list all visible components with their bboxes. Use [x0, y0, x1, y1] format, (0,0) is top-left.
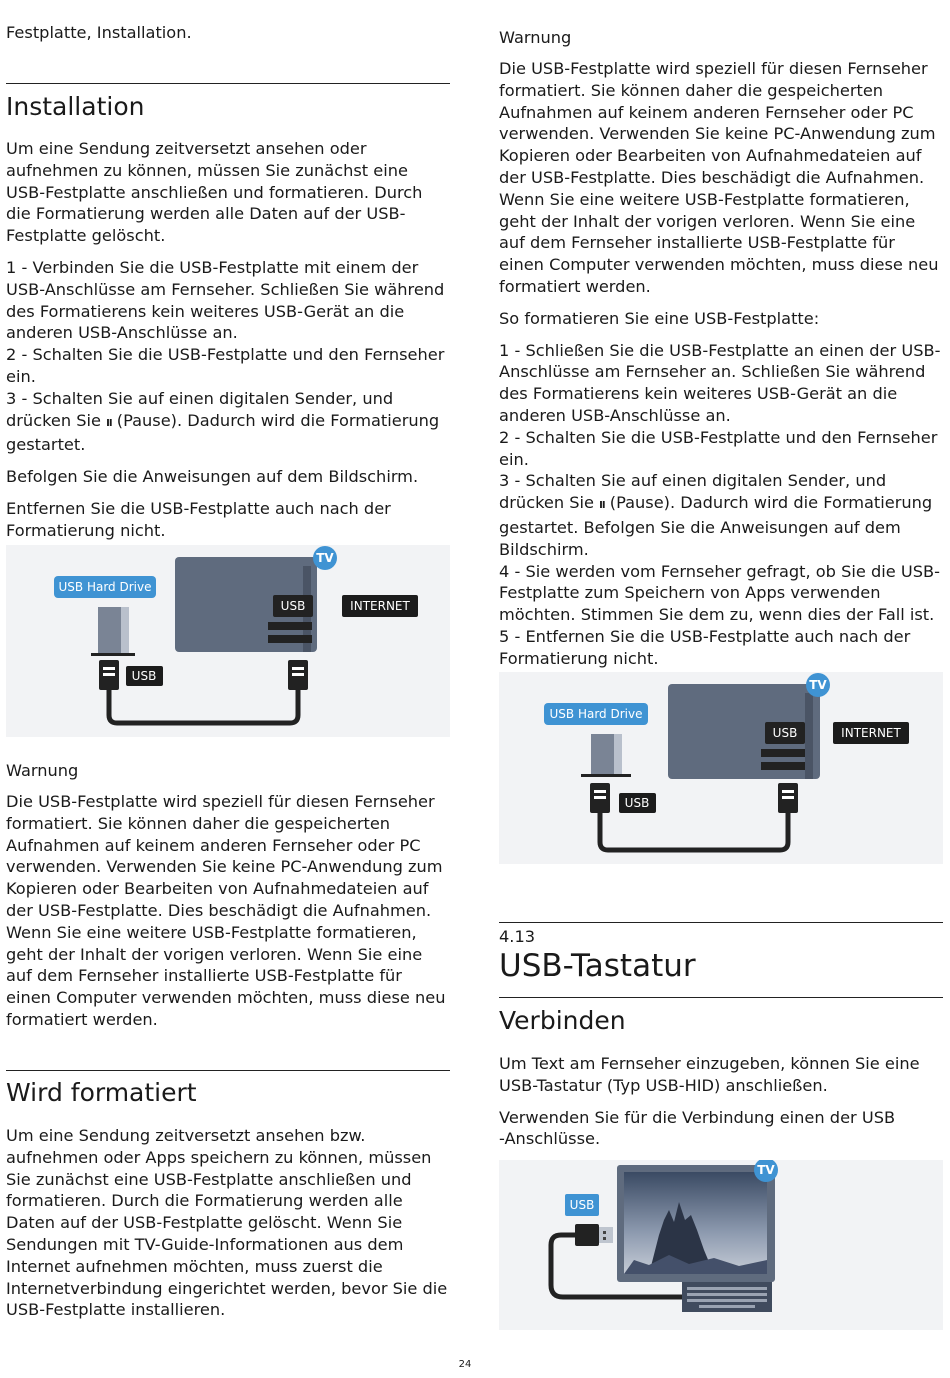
- format-step-5: 5 - Entfernen Sie die USB-Festplatte auch nach der Formatierung nicht.: [499, 626, 911, 668]
- connect-text-2: Verwenden Sie für die Verbindung einen der USB -Anschlüsse.: [499, 1107, 896, 1149]
- warning-title: Warnung: [499, 28, 572, 47]
- warning-text: Die USB-Festplatte wird speziell für diesen Fernseher formatiert. Sie können daher die gespeicherten Aufnahmen auf keinem anderen Fernseher oder PC verwenden. Verwenden Sie keine PC-Anwendung zum Kopieren oder Bearbeiten von Aufnahmedateien auf der USB-Festplatte. Dies beschädigt die Aufnahmen. Wenn Sie eine weitere USB-Festplatte formatieren, geht der Inhalt der vorigen verloren. Wenn Sie eine auf dem Fernseher installierte USB-Festplatte für einen Computer verwenden möchten, muss diese neu formatiert werden.: [6, 792, 446, 1029]
- cable-usb-label: USB: [624, 796, 650, 810]
- pause-icon: II: [599, 500, 605, 512]
- section-divider: [6, 1070, 450, 1071]
- usb-plug-icon: [575, 1224, 599, 1246]
- chapter-divider: [499, 922, 943, 923]
- tv-badge: TV: [757, 1163, 775, 1177]
- format-step-3: 3 - Schalten Sie auf einen digitalen Sender, und drücken Sie II (Pause). Dadurch wird die Formatierung gestartet. Befolgen Sie die Anweisungen auf dem Bildschirm.: [499, 471, 933, 559]
- usb-port-label: USB: [772, 726, 798, 740]
- tv-badge: TV: [316, 551, 334, 565]
- warning-title: Warnung: [6, 761, 79, 780]
- connect-text-1: Um Text am Fernseher einzugeben, können Sie eine USB-Tastatur (Typ USB-HID) anschließen.: [499, 1054, 920, 1095]
- installation-step-2: 2 - Schalten Sie die USB-Festplatte und den Fernseher ein.: [6, 345, 445, 386]
- cable-usb-label: USB: [131, 669, 157, 683]
- internet-label: INTERNET: [841, 726, 901, 740]
- format-body: [499, 58, 944, 670]
- installation-step-1: 1 - Verbinden Sie die USB-Festplatte mit einem der USB-Anschlüsse am Fernseher. Schließen Sie während des Formatierens kein weiteres USB-Gerät an die anderen USB-Anschlüsse an.: [6, 257, 445, 343]
- section-heading-connect: Verbinden: [499, 1006, 626, 1035]
- usb-keyboard-diagram: [499, 1160, 943, 1330]
- section-divider: [6, 83, 450, 84]
- hard-drive-label: USB Hard Drive: [58, 580, 152, 594]
- installation-body: [6, 138, 451, 542]
- internet-label: INTERNET: [350, 599, 410, 613]
- section-divider: [499, 997, 943, 998]
- usb-port-label: USB: [280, 599, 306, 613]
- usb-hard-drive-diagram: [499, 672, 943, 864]
- format-step-2: 2 - Schalten Sie die USB-Festplatte und den Fernseher ein.: [499, 427, 938, 469]
- format-step-4: 4 - Sie werden vom Fernseher gefragt, ob Sie die USB-Festplatte zum Speichern von Apps verwenden möchten. Stimmen Sie dem zu, wenn dies der Fall ist.: [499, 561, 940, 625]
- page-number: 24: [458, 1359, 472, 1370]
- format-step-1: 1 - Schließen Sie die USB-Festplatte an einen der USB-Anschlüsse am Fernseher an. Schließen Sie während des Formatierens kein weiteres USB-Gerät an die anderen USB-Anschlüsse an.: [499, 340, 941, 425]
- how-to-format: So formatieren Sie eine USB-Festplatte:: [499, 308, 820, 328]
- chapter-title: USB-Tastatur: [499, 948, 696, 984]
- usb-label: USB: [569, 1198, 595, 1212]
- formatted-text: Um eine Sendung zeitversetzt ansehen bzw. aufnehmen oder Apps speichern zu können, müssen Sie zunächst eine USB-Festplatte anschließen und formatieren. Durch die Formatierung werden alle Daten auf der USB-Festplatte gelöscht. Wenn Sie Sendungen mit TV-Guide-Informationen aus dem Internet aufnehmen möchten, muss zuerst die Internetverbindung eingerichtet werden, bevor Sie die USB-Festplatte installieren.: [6, 1126, 448, 1320]
- intro-text: Festplatte, Installation.: [6, 23, 192, 42]
- section-heading-installation: Installation: [6, 92, 145, 121]
- pause-icon: II: [106, 417, 112, 429]
- installation-intro: Um eine Sendung zeitversetzt ansehen oder aufnehmen zu können, müssen Sie zunächst eine USB-Festplatte anschließen und formatieren. Durch die Formatierung werden alle Daten auf der USB-Festplatte gelöscht.: [6, 139, 423, 246]
- section-heading-formatted: Wird formatiert: [6, 1078, 197, 1107]
- installation-remove: Entfernen Sie die USB-Festplatte auch nach der Formatierung nicht.: [6, 498, 391, 540]
- usb-hard-drive-diagram: [6, 545, 450, 737]
- tv-badge: TV: [809, 678, 827, 692]
- hard-drive-label: USB Hard Drive: [549, 707, 643, 721]
- connect-body: [499, 1053, 944, 1150]
- installation-follow: Befolgen Sie die Anweisungen auf dem Bildschirm.: [6, 467, 419, 487]
- chapter-number: 4.13: [499, 927, 536, 946]
- installation-step-3: 3 - Schalten Sie auf einen digitalen Sender, und drücken Sie II (Pause). Dadurch wird die Formatierung gestartet.: [6, 388, 440, 455]
- warning-text: Die USB-Festplatte wird speziell für diesen Fernseher formatiert. Sie können daher die gespeicherten Aufnahmen auf keinem anderen Fernseher oder PC verwenden. Verwenden Sie keine PC-Anwendung zum Kopieren oder Bearbeiten von Aufnahmedateien auf der USB-Festplatte. Dies beschädigt die Aufnahmen. Wenn Sie eine weitere USB-Festplatte formatieren, geht der Inhalt der vorigen verloren. Wenn Sie eine auf dem Fernseher installierte USB-Festplatte für einen Computer verwenden möchten, muss diese neu formatiert werden.: [499, 59, 939, 296]
